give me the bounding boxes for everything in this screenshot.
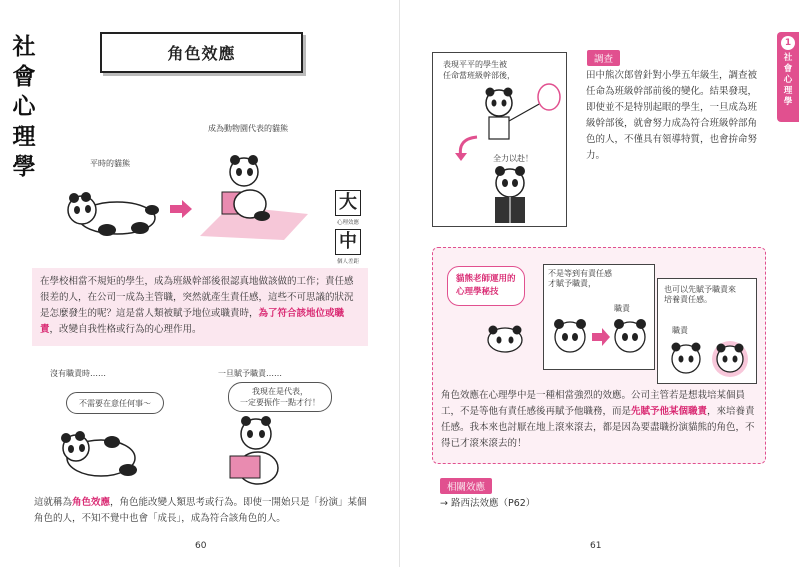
panda-pair-illustration-1 bbox=[550, 311, 650, 361]
rolling-panda-illustration bbox=[56, 420, 146, 482]
kanji-medium-badge: 中 個人差距 bbox=[336, 231, 359, 265]
tip-box bbox=[432, 247, 766, 464]
speech-bubble-dont-care: 不需要在意任何事～ bbox=[66, 392, 164, 414]
role-effect-definition: 這就稱為角色效應，角色能改變人類思考或行為。即使一開始只是「扮演」某個角色的人，不知不覺中也會「成長」，成為符合該角色的人。 bbox=[34, 497, 367, 524]
tip-panel-2 bbox=[657, 278, 757, 384]
arrow-right-icon bbox=[170, 200, 192, 218]
section-title: 社 會 心 理 學 bbox=[12, 34, 36, 180]
comic-caption: 表現平平的學生被 任命當班級幹部後， bbox=[443, 60, 515, 80]
caption-usual-panda: 平時的貓熊 bbox=[90, 159, 130, 168]
comic-effort-text: 全力以赴！ bbox=[493, 154, 533, 163]
chapter-side-tab: 1 社 會 心 理 學 bbox=[777, 32, 799, 122]
tip-panel-2-label: 職責 bbox=[672, 326, 688, 335]
panda-in-uniform-illustration bbox=[485, 165, 535, 225]
teacher-panda-icon bbox=[485, 320, 525, 354]
comic-panel-class-leader bbox=[432, 52, 567, 227]
working-panda-illustration bbox=[192, 150, 310, 242]
panda-with-net-illustration bbox=[477, 81, 563, 143]
related-effect-tag: 相關效應 bbox=[440, 478, 492, 494]
caption-no-duty: 沒有職責時…… bbox=[50, 369, 106, 378]
intro-highlight-text: 在學校相當不規矩的學生，成為班級幹部後很認真地做該做的工作；責任感很差的人，在公司一成為主管職，突然就產生責任感，這些不可思議的狀況是怎麼發生的呢？這是當人類被賦予地位或職責時，為了符合該地位或職責，改變自我性格或行為的心理作用。 bbox=[32, 268, 368, 346]
tip-badge: 貓熊老師運用的 心理學秘技 bbox=[447, 266, 525, 306]
panda-pair-illustration-2 bbox=[668, 333, 752, 381]
curved-arrow-icon bbox=[453, 135, 479, 161]
caption-given-duty: 一旦賦予職責…… bbox=[218, 369, 282, 378]
page-gutter bbox=[399, 0, 400, 567]
page-number-right: 61 bbox=[590, 541, 602, 551]
panda-with-laptop-illustration bbox=[216, 414, 296, 486]
tip-panel-2-text: 也可以先賦予職責來 培養責任感。 bbox=[664, 285, 736, 304]
survey-text: 田中熊次郎曾針對小學五年級生，調查被任命為班級幹部前後的變化。結果發現，即使並不是特別起眼的學生，一旦成為班級幹部後，就會努力成為符合班級幹部角色的人，不僅具有領導特質，也會拚命努力。 bbox=[586, 70, 758, 161]
related-effect-link[interactable]: → 路西法效應（P62） bbox=[440, 498, 536, 509]
tip-panel-1-label: 職責 bbox=[614, 304, 630, 313]
caption-zoo-rep-panda: 成為動物園代表的貓熊 bbox=[208, 124, 288, 133]
topic-title: 角色效應 bbox=[100, 32, 303, 73]
kanji-large-badge: 大 心理效應 bbox=[336, 192, 359, 226]
speech-bubble-i-am-rep: 我現在是代表， 一定要振作一點才行！ bbox=[228, 382, 332, 412]
tip-panel-1 bbox=[543, 264, 655, 370]
survey-tag: 調查 bbox=[587, 50, 620, 66]
lying-panda-illustration bbox=[62, 178, 162, 240]
page-number-left: 60 bbox=[195, 541, 207, 551]
tip-body-text: 角色效應在心理學中是一種相當強烈的效應。公司主管若是想栽培某個員工，不是等他有責任感後再賦予他職務，而是先賦予他某個職責，來培養責任感。我本來也討厭在地上滾來滾去，都是因為要盡職扮演貓熊的角色，不得已才滾來滾去的！ bbox=[441, 390, 755, 449]
tip-panel-1-text: 不是等到有責任感 才賦予職責， bbox=[548, 269, 612, 288]
